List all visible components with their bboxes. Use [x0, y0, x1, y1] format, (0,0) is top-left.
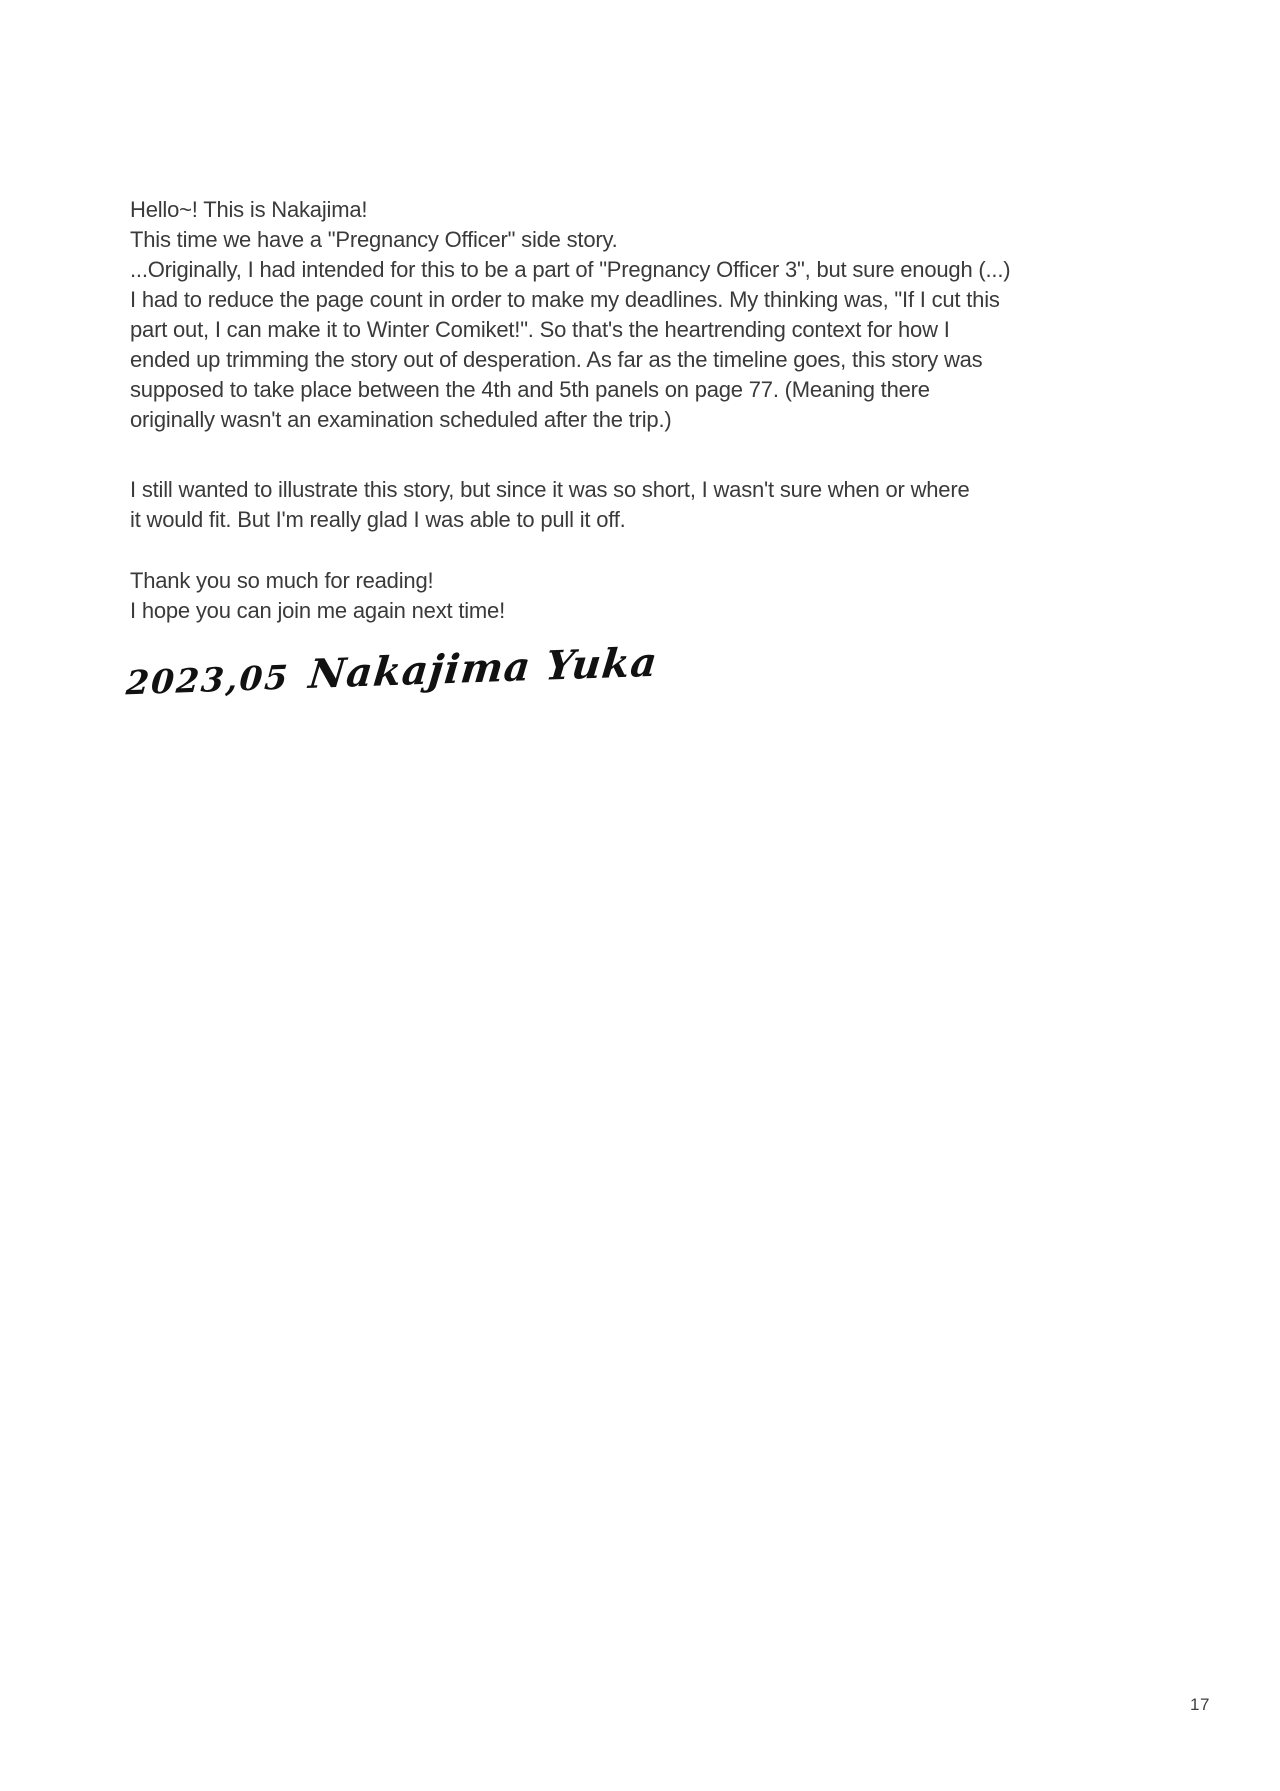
afterword-line: Thank you so much for reading!: [130, 568, 434, 593]
page-number: 17: [1190, 1695, 1210, 1714]
afterword-line: originally wasn't an examination scheduled after the trip.): [130, 407, 672, 432]
afterword-line: part out, I can make it to Winter Comiket!". So that's the heartrending context for how I: [130, 317, 950, 342]
afterword-line: ...Originally, I had intended for this to be a part of "Pregnancy Officer 3", but sure enough (...): [130, 257, 1011, 282]
afterword-paragraph-3: [130, 566, 505, 626]
signature-date: 2023,05: [124, 657, 291, 703]
afterword-line: I still wanted to illustrate this story, but since it was so short, I wasn't sure when or where: [130, 477, 970, 502]
afterword-paragraph-2: [130, 475, 969, 535]
afterword-line: I had to reduce the page count in order to make my deadlines. My thinking was, "If I cut this: [130, 287, 1000, 312]
signature-name: Nakajima Yuka: [306, 638, 661, 698]
afterword-line: ended up trimming the story out of desperation. As far as the timeline goes, this story was: [130, 347, 983, 372]
author-signature: [124, 638, 661, 705]
afterword-paragraph-1: [130, 195, 1010, 435]
afterword-line: I hope you can join me again next time!: [130, 598, 505, 623]
afterword-line: supposed to take place between the 4th and 5th panels on page 77. (Meaning there: [130, 377, 930, 402]
afterword-line: it would fit. But I'm really glad I was able to pull it off.: [130, 507, 626, 532]
afterword-line: Hello~! This is Nakajima!: [130, 197, 368, 222]
afterword-line: This time we have a "Pregnancy Officer" side story.: [130, 227, 618, 252]
